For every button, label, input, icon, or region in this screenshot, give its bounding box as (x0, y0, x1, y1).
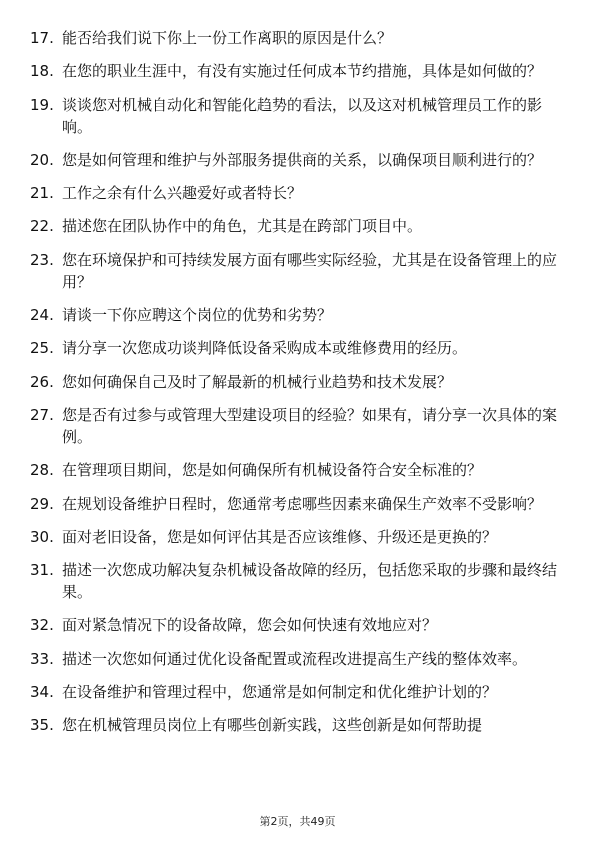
question-number: 25. (30, 339, 54, 358)
question-number: 21. (30, 184, 54, 203)
question-text: 您如何确保自己及时了解最新的机械行业趋势和技术发展？ (62, 372, 453, 391)
question-number: 35. (30, 716, 54, 735)
question-item (30, 559, 565, 603)
question-item (30, 304, 565, 326)
question-text: 在规划设备维护日程时，您通常考虑哪些因素来确保生产效率不受影响？ (62, 494, 543, 513)
question-item (30, 526, 565, 548)
question-number: 17. (30, 29, 54, 47)
question-item (30, 215, 565, 237)
question-text: 谈谈您对机械自动化和智能化趋势的看法，以及这对机械管理员工作的影响。 (62, 95, 543, 136)
question-text: 请分享一次您成功谈判降低设备采购成本或维修费用的经历。 (62, 339, 468, 358)
question-number: 20. (30, 150, 54, 169)
question-item (30, 614, 565, 636)
page-footer: 第2页，共49页 (259, 815, 336, 828)
question-number: 19. (30, 95, 54, 114)
question-text: 描述一次您成功解决复杂机械设备故障的经历，包括您采取的步骤和最终结果。 (62, 561, 558, 602)
question-item (30, 459, 565, 481)
question-text: 在管理项目期间，您是如何确保所有机械设备符合安全标准的？ (62, 461, 483, 480)
question-text: 请谈一下你应聘这个岗位的优势和劣势？ (62, 306, 333, 325)
question-item (30, 404, 565, 448)
question-number: 18. (30, 62, 54, 81)
question-list (30, 27, 565, 748)
question-item (30, 60, 565, 82)
question-number: 33. (30, 649, 54, 668)
question-item (30, 27, 565, 49)
question-item (30, 371, 565, 393)
question-text: 能否给我们说下你上一份工作离职的原因是什么？ (62, 29, 393, 47)
question-text: 工作之余有什么兴趣爱好或者特长？ (62, 184, 303, 203)
question-item (30, 94, 565, 138)
question-text: 您在环境保护和可持续发展方面有哪些实际经验，尤其是在设备管理上的应用？ (62, 250, 558, 291)
question-number: 32. (30, 616, 54, 635)
question-number: 29. (30, 494, 54, 513)
question-item (30, 337, 565, 359)
question-text: 您在机械管理员岗位上有哪些创新实践，这些创新是如何帮助提 (62, 716, 483, 735)
question-text: 您是否有过参与或管理大型建设项目的经验？如果有，请分享一次具体的案例。 (62, 405, 558, 446)
question-item (30, 648, 565, 670)
question-number: 30. (30, 527, 54, 546)
question-item (30, 149, 565, 171)
question-number: 22. (30, 217, 54, 236)
question-number: 28. (30, 461, 54, 480)
question-number: 34. (30, 683, 54, 702)
question-text: 面对老旧设备，您是如何评估其是否应该维修、升级还是更换的？ (62, 527, 498, 546)
question-text: 在您的职业生涯中，有没有实施过任何成本节约措施，具体是如何做的？ (62, 62, 543, 81)
question-number: 24. (30, 306, 54, 325)
question-number: 27. (30, 405, 54, 424)
question-number: 23. (30, 250, 54, 269)
question-item (30, 182, 565, 204)
question-item (30, 249, 565, 293)
question-item (30, 493, 565, 515)
question-text: 面对紧急情况下的设备故障，您会如何快速有效地应对？ (62, 616, 438, 635)
question-number: 31. (30, 561, 54, 580)
question-item (30, 714, 565, 736)
question-text: 在设备维护和管理过程中，您通常是如何制定和优化维护计划的？ (62, 683, 498, 702)
question-item (30, 681, 565, 703)
question-text: 您是如何管理和维护与外部服务提供商的关系，以确保项目顺利进行的？ (62, 150, 543, 169)
question-number: 26. (30, 372, 54, 391)
question-text: 描述您在团队协作中的角色，尤其是在跨部门项目中。 (62, 217, 423, 236)
question-text: 描述一次您如何通过优化设备配置或流程改进提高生产线的整体效率。 (62, 649, 528, 668)
